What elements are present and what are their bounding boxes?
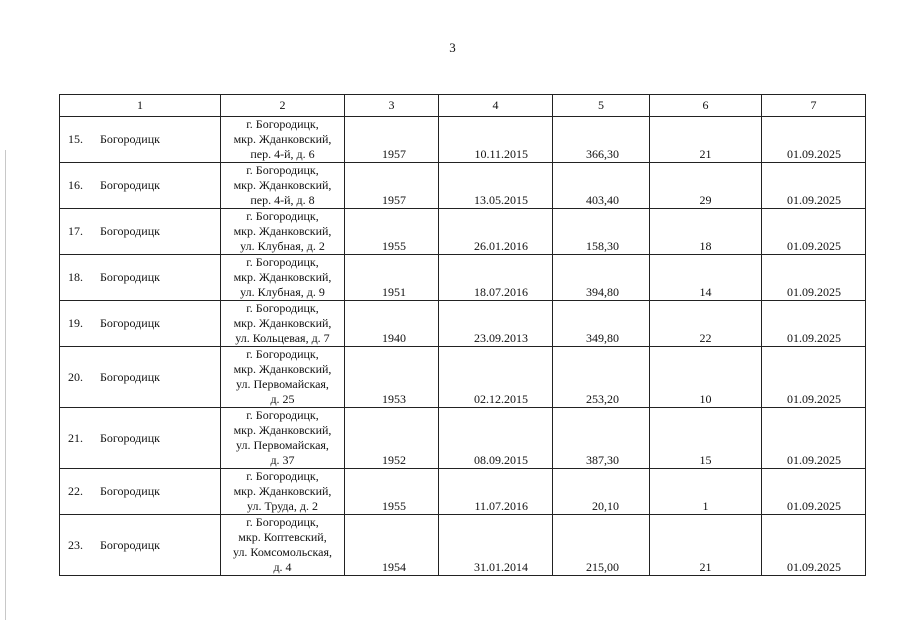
row-date-cell: 02.12.2015 — [439, 347, 553, 408]
row-name-cell — [60, 469, 221, 515]
row-year-cell: 1953 — [345, 347, 439, 408]
row-city: Богородицк — [100, 132, 160, 146]
row-year-cell: 1954 — [345, 515, 439, 576]
row-date-cell: 26.01.2016 — [439, 209, 553, 255]
row-name-cell — [60, 347, 221, 408]
address-line: д. 25 — [270, 392, 295, 406]
row-city: Богородицк — [100, 316, 160, 330]
table-row — [60, 255, 866, 301]
address-line: г. Богородицк, — [246, 117, 319, 131]
row-count-cell: 15 — [650, 408, 762, 469]
row-deadline-cell: 01.09.2025 — [762, 347, 866, 408]
row-date-cell: 08.09.2015 — [439, 408, 553, 469]
address-line: г. Богородицк, — [246, 408, 319, 422]
row-address-cell — [221, 301, 345, 347]
table-row — [60, 301, 866, 347]
row-number: 17. — [68, 224, 83, 238]
row-area-cell: 349,80 — [553, 301, 650, 347]
address-line: г. Богородицк, — [246, 301, 319, 315]
address-line: мкр. Жданковский, — [233, 132, 332, 146]
address-line: мкр. Коптевский, — [238, 530, 327, 544]
row-address-cell — [221, 117, 345, 163]
page-number: 3 — [449, 40, 456, 55]
address-line: ул. Комсомольская, — [232, 545, 333, 559]
header-cell: 4 — [439, 95, 553, 117]
address-line: ул. Труда, д. 2 — [247, 499, 318, 513]
row-date-cell: 13.05.2015 — [439, 163, 553, 209]
row-area-cell: 387,30 — [553, 408, 650, 469]
row-name-cell — [60, 408, 221, 469]
row-count-cell: 1 — [650, 469, 762, 515]
address-line: мкр. Жданковский, — [233, 270, 332, 284]
address-line: д. 37 — [270, 453, 295, 467]
row-date-cell: 11.07.2016 — [439, 469, 553, 515]
row-count-cell: 29 — [650, 163, 762, 209]
row-year-cell: 1955 — [345, 209, 439, 255]
row-name-cell — [60, 163, 221, 209]
table-row — [60, 515, 866, 576]
housing-table — [59, 94, 866, 576]
row-address-cell — [221, 209, 345, 255]
row-number: 19. — [68, 316, 83, 330]
row-area-cell: 253,20 — [553, 347, 650, 408]
table-row — [60, 117, 866, 163]
address-line: ул. Первомайская, — [236, 377, 329, 391]
row-count-cell: 10 — [650, 347, 762, 408]
table-body — [60, 95, 866, 576]
row-date-cell: 18.07.2016 — [439, 255, 553, 301]
row-deadline-cell: 01.09.2025 — [762, 408, 866, 469]
header-cell: 1 — [60, 95, 221, 117]
row-deadline-cell: 01.09.2025 — [762, 117, 866, 163]
row-deadline-cell: 01.09.2025 — [762, 469, 866, 515]
address-line: г. Богородицк, — [246, 255, 319, 269]
row-count-cell: 18 — [650, 209, 762, 255]
address-line: мкр. Жданковский, — [233, 423, 332, 437]
address-line: мкр. Жданковский, — [233, 224, 332, 238]
address-line: мкр. Жданковский, — [233, 316, 332, 330]
row-name-cell — [60, 209, 221, 255]
address-line: пер. 4-й, д. 6 — [250, 147, 315, 161]
row-address-cell — [221, 469, 345, 515]
row-number: 21. — [68, 430, 83, 445]
address-line: ул. Первомайская, — [236, 438, 329, 452]
address-line: мкр. Жданковский, — [233, 178, 332, 192]
row-date-cell: 10.11.2015 — [439, 117, 553, 163]
row-name-cell — [60, 255, 221, 301]
row-name-cell — [60, 117, 221, 163]
row-city: Богородицк — [100, 430, 160, 445]
row-count-cell: 21 — [650, 117, 762, 163]
row-year-cell: 1940 — [345, 301, 439, 347]
row-name-cell — [60, 515, 221, 576]
header-cell: 3 — [345, 95, 439, 117]
row-city: Богородицк — [100, 369, 160, 384]
address-line: г. Богородицк, — [246, 347, 319, 361]
address-line: г. Богородицк, — [246, 515, 319, 529]
row-count-cell: 22 — [650, 301, 762, 347]
row-year-cell: 1952 — [345, 408, 439, 469]
row-area-cell: 394,80 — [553, 255, 650, 301]
row-deadline-cell: 01.09.2025 — [762, 163, 866, 209]
row-area-cell: 403,40 — [553, 163, 650, 209]
row-number: 22. — [68, 484, 83, 498]
row-city: Богородицк — [100, 270, 160, 284]
row-area-cell: 20,10 — [553, 469, 650, 515]
row-year-cell: 1957 — [345, 117, 439, 163]
table-row — [60, 469, 866, 515]
address-line: мкр. Жданковский, — [233, 484, 332, 498]
address-line: г. Богородицк, — [246, 209, 319, 223]
row-deadline-cell: 01.09.2025 — [762, 515, 866, 576]
row-count-cell: 14 — [650, 255, 762, 301]
table-row — [60, 408, 866, 469]
row-number: 16. — [68, 178, 83, 192]
address-line: ул. Клубная, д. 2 — [240, 239, 325, 253]
scan-edge-line — [5, 150, 6, 620]
row-date-cell: 31.01.2014 — [439, 515, 553, 576]
address-line: д. 4 — [273, 560, 292, 574]
row-year-cell: 1955 — [345, 469, 439, 515]
row-address-cell — [221, 163, 345, 209]
header-cell: 5 — [553, 95, 650, 117]
row-year-cell: 1951 — [345, 255, 439, 301]
address-line: г. Богородицк, — [246, 469, 319, 483]
row-number: 20. — [68, 369, 83, 384]
table-row — [60, 163, 866, 209]
address-line: ул. Клубная, д. 9 — [240, 285, 325, 299]
row-number: 18. — [68, 270, 83, 284]
row-count-cell: 21 — [650, 515, 762, 576]
row-city: Богородицк — [100, 484, 160, 498]
header-cell: 2 — [221, 95, 345, 117]
row-year-cell: 1957 — [345, 163, 439, 209]
row-address-cell — [221, 255, 345, 301]
row-area-cell: 158,30 — [553, 209, 650, 255]
table-row — [60, 209, 866, 255]
address-line: г. Богородицк, — [246, 163, 319, 177]
address-line: пер. 4-й, д. 8 — [250, 193, 315, 207]
row-deadline-cell: 01.09.2025 — [762, 209, 866, 255]
row-date-cell: 23.09.2013 — [439, 301, 553, 347]
header-cell: 7 — [762, 95, 866, 117]
row-address-cell — [221, 515, 345, 576]
row-area-cell: 215,00 — [553, 515, 650, 576]
row-number: 15. — [68, 132, 83, 146]
row-number: 23. — [68, 537, 83, 552]
table-row — [60, 347, 866, 408]
address-line: ул. Кольцевая, д. 7 — [235, 331, 330, 345]
row-address-cell — [221, 347, 345, 408]
row-area-cell: 366,30 — [553, 117, 650, 163]
row-name-cell — [60, 301, 221, 347]
row-city: Богородицк — [100, 224, 160, 238]
row-city: Богородицк — [100, 178, 160, 192]
row-address-cell — [221, 408, 345, 469]
address-line: мкр. Жданковский, — [233, 362, 332, 376]
header-cell: 6 — [650, 95, 762, 117]
row-city: Богородицк — [100, 537, 160, 552]
table-header-row — [60, 95, 866, 117]
row-deadline-cell: 01.09.2025 — [762, 255, 866, 301]
row-deadline-cell: 01.09.2025 — [762, 301, 866, 347]
